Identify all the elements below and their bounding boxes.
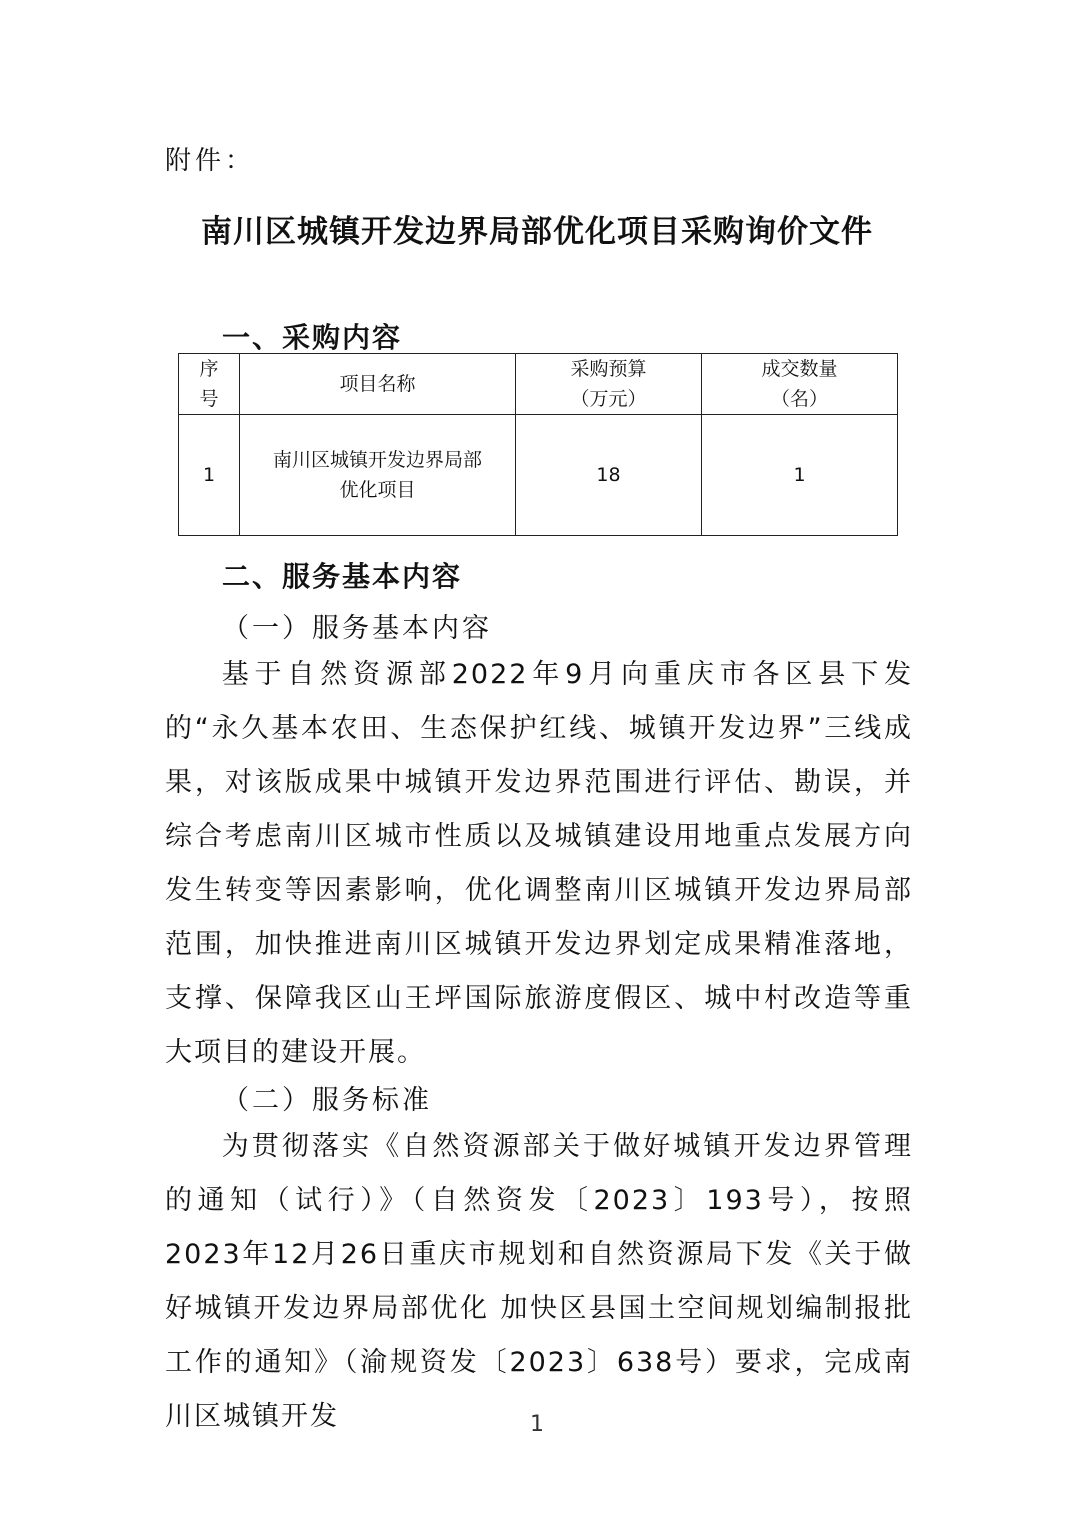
subsection-heading-service-content: （一）服务基本内容 — [222, 613, 492, 644]
procurement-table — [178, 353, 898, 536]
cell-quantity: 1 — [702, 415, 898, 536]
column-header-no: 序 号 — [179, 354, 240, 415]
paragraph-service-standard: 为贯彻落实《自然资源部关于做好城镇开发边界管理的通知（试行）》（自然资发〔2023〕193号），按照2023年12月26日重庆市规划和自然资源局下发《关于做好城镇开发边界局部优化 加快区县国土空间规划编制报批工作的通知》（渝规资发〔2023〕638号）要求，完成南川区城镇开发 — [165, 1131, 913, 1432]
column-header-quantity: 成交数量 （名） — [702, 354, 898, 415]
subsection-heading-service-standard: （二）服务标准 — [222, 1085, 432, 1116]
paragraph-service-content: 基于自然资源部2022年9月向重庆市各区县下发的“永久基本农田、生态保护红线、城镇开发边界”三线成果，对该版成果中城镇开发边界范围进行评估、勘误，并综合考虑南川区城市性质以及城镇建设用地重点发展方向发生转变等因素影响，优化调整南川区城镇开发边界局部范围，加快推进南川区城镇开发边界划定成果精准落地，支撑、保障我区山王坪国际旅游度假区、城中村改造等重大项目的建设开展。 — [165, 659, 913, 1068]
page-number: 1 — [530, 1412, 544, 1437]
table-header-row — [179, 354, 898, 415]
cell-no: 1 — [179, 415, 240, 536]
attachment-label: 附件： — [165, 146, 256, 176]
column-header-name: 项目名称 — [240, 354, 516, 415]
cell-name: 南川区城镇开发边界局部 优化项目 — [240, 415, 516, 536]
table-row — [179, 415, 898, 536]
section-heading-procurement: 一、采购内容 — [222, 321, 403, 354]
cell-budget: 18 — [516, 415, 702, 536]
document-title: 南川区城镇开发边界局部优化项目采购询价文件 — [201, 214, 873, 250]
column-header-budget: 采购预算 （万元） — [516, 354, 702, 415]
section-heading-service: 二、服务基本内容 — [222, 560, 463, 593]
